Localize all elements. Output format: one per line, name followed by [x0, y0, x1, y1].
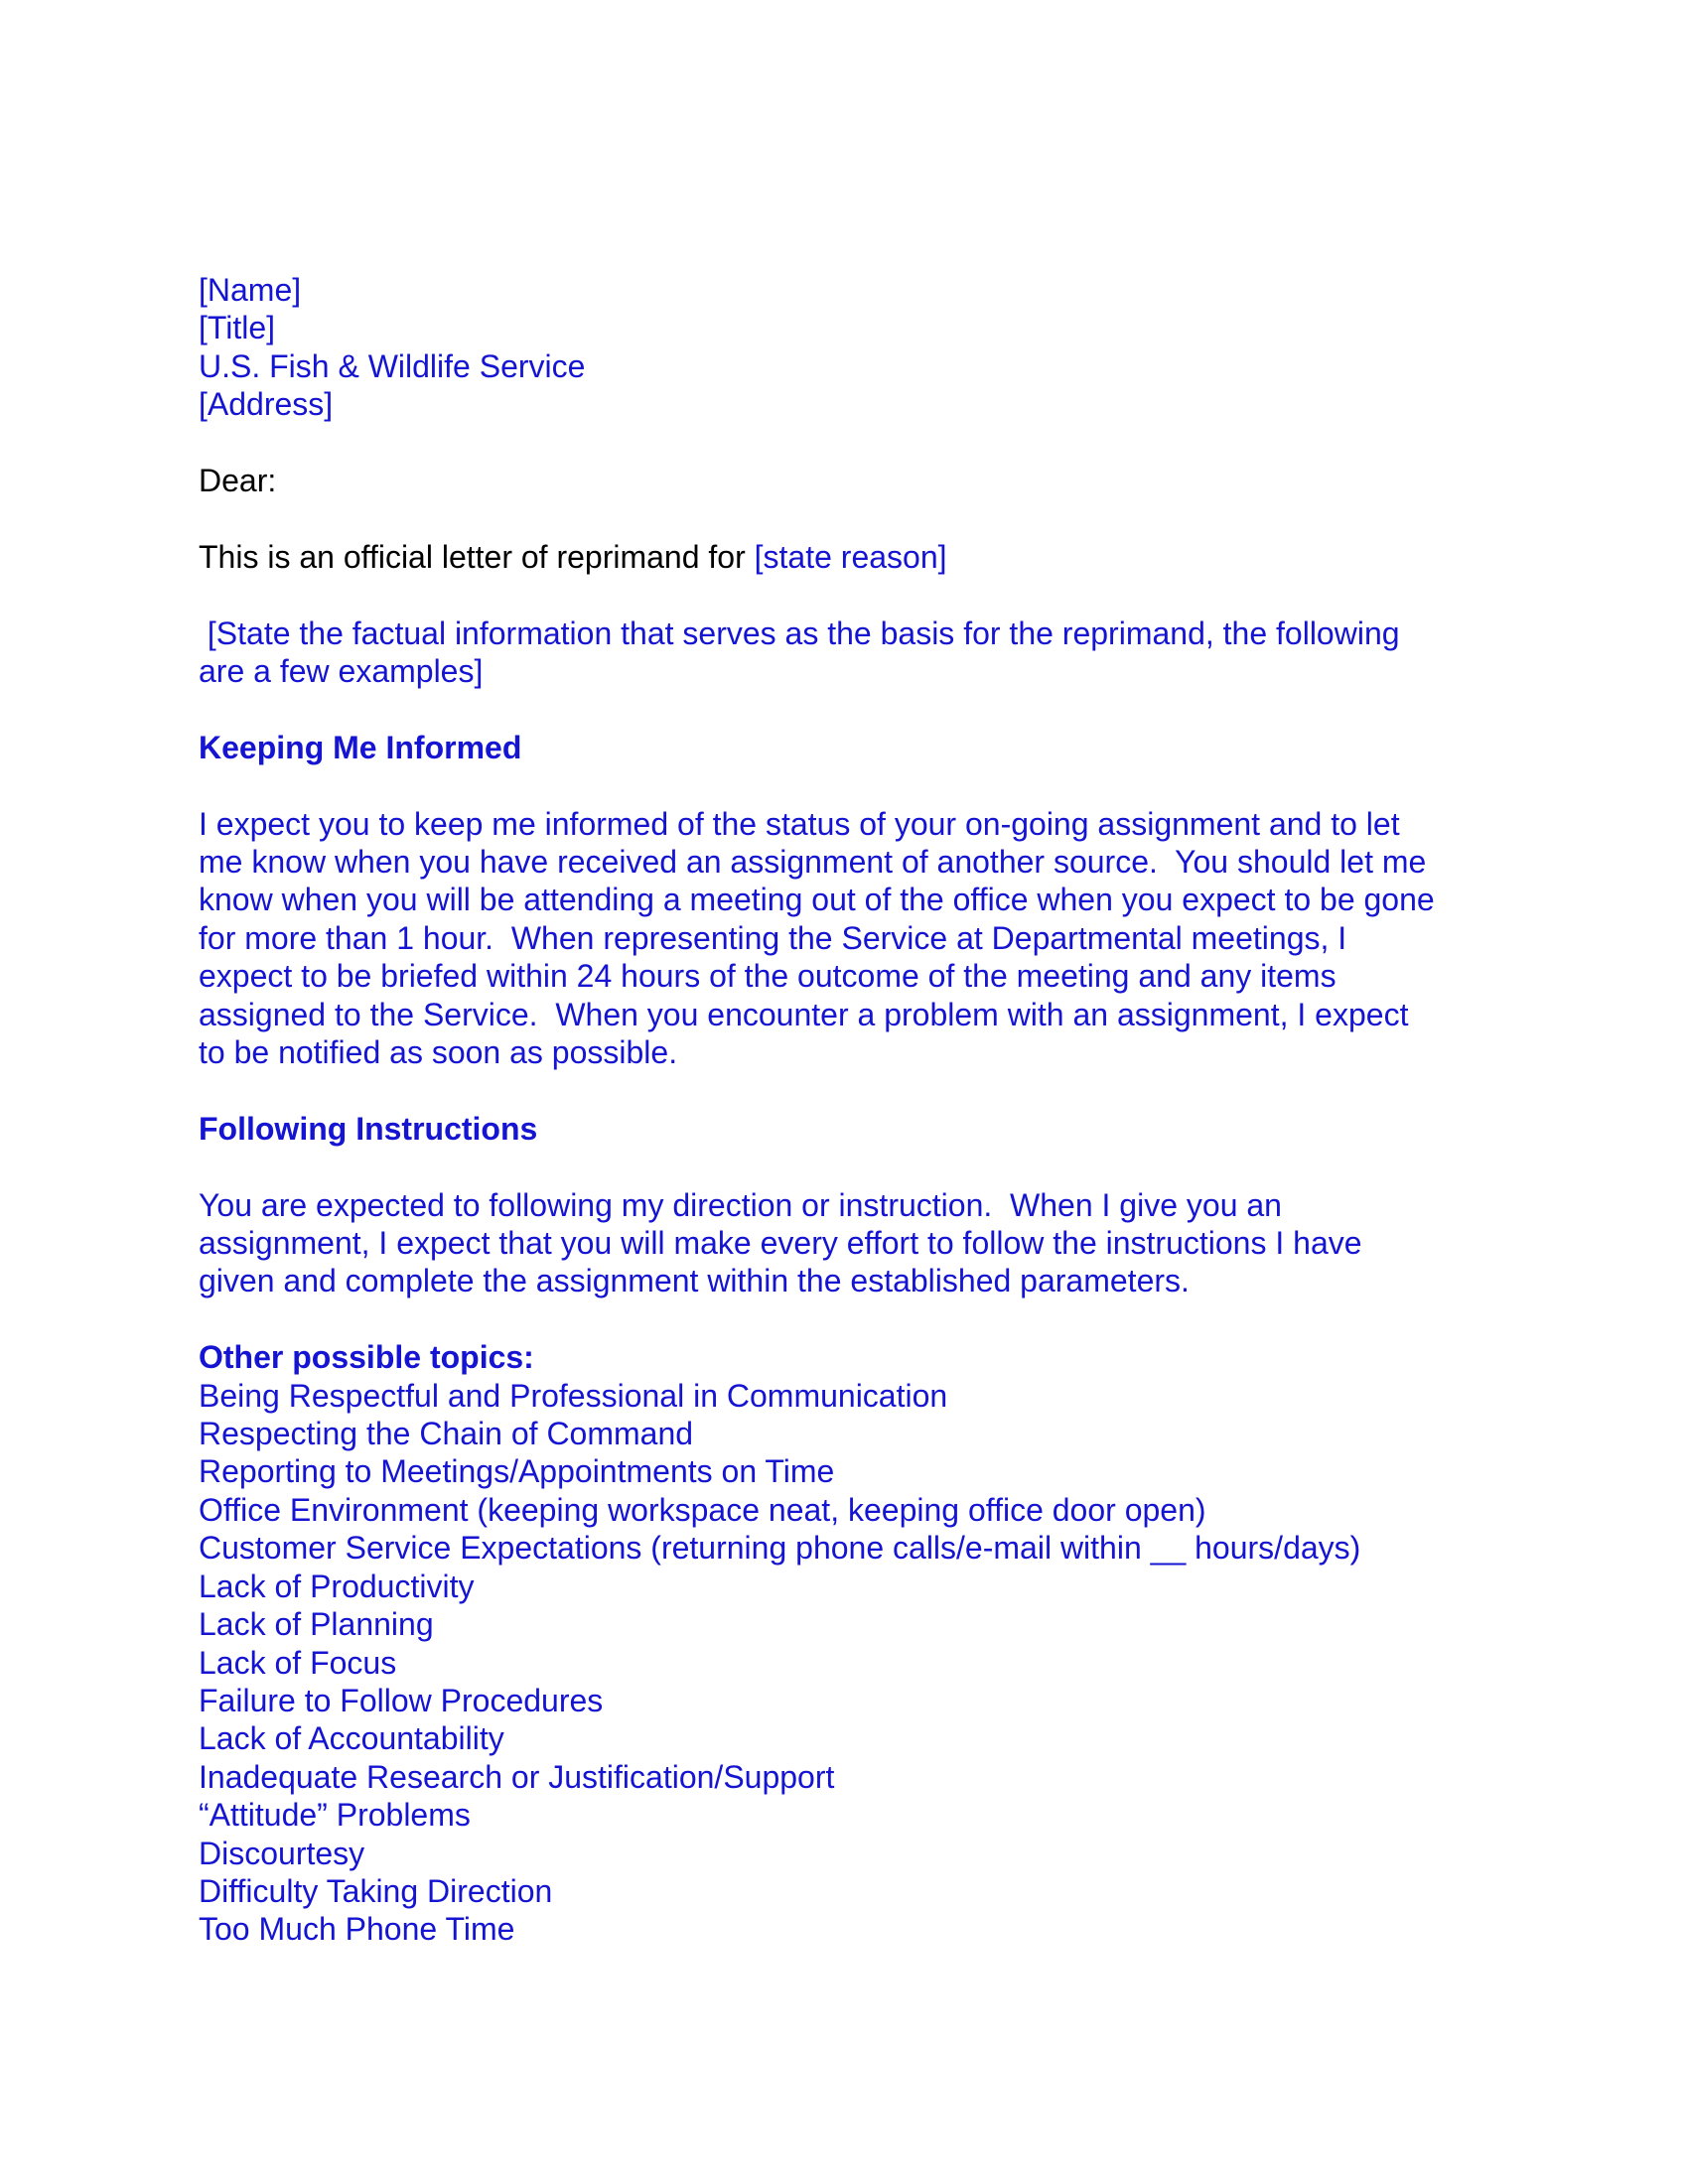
- topic-item: Too Much Phone Time: [199, 1911, 515, 1948]
- topic-item: Discourtesy: [199, 1835, 365, 1871]
- body-line: me know when you have received an assignment of another source. You should let me: [199, 844, 1427, 881]
- factual-instruction-line: are a few examples]: [199, 653, 484, 690]
- body-line: to be notified as soon as possible.: [199, 1034, 678, 1071]
- recipient-block: [199, 271, 1489, 424]
- factual-instruction-line: [State the factual information that serves as the basis for the reprimand, the following: [199, 614, 1400, 651]
- topic-item: Customer Service Expectations (returning phone calls/e-mail within __ hours/days): [199, 1530, 1361, 1567]
- topic-item: Failure to Follow Procedures: [199, 1682, 604, 1718]
- reason-placeholder: [state reason]: [754, 538, 947, 575]
- section-body-following-instructions: [199, 1186, 1489, 1300]
- spacer: [199, 499, 1489, 537]
- spacer: [199, 576, 1489, 614]
- topic-item: Being Respectful and Professional in Communication: [199, 1377, 948, 1414]
- section-body-keeping-informed: [199, 805, 1489, 1072]
- topic-item: Difficulty Taking Direction: [199, 1872, 553, 1909]
- topic-item: Lack of Accountability: [199, 1720, 504, 1757]
- body-line: assignment, I expect that you will make every effort to follow the instructions I have: [199, 1225, 1362, 1262]
- body-line: You are expected to following my direction or instruction. When I give you an: [199, 1186, 1282, 1223]
- body-line: given and complete the assignment within the established parameters.: [199, 1263, 1190, 1299]
- spacer: [199, 1148, 1489, 1185]
- spacer: [199, 1071, 1489, 1109]
- recipient-title: [Title]: [199, 310, 276, 346]
- topic-item: Office Environment (keeping workspace neat, keeping office door open): [199, 1491, 1206, 1528]
- opening-text: This is an official letter of reprimand for: [199, 538, 755, 575]
- recipient-organization: U.S. Fish & Wildlife Service: [199, 347, 586, 384]
- body-line: assigned to the Service. When you encounter a problem with an assignment, I expect: [199, 996, 1409, 1032]
- letter-body: [199, 271, 1489, 1949]
- topic-item: Reporting to Meetings/Appointments on Time: [199, 1453, 835, 1490]
- body-line: I expect you to keep me informed of the status of your on-going assignment and to let: [199, 805, 1400, 842]
- recipient-address: [Address]: [199, 386, 334, 423]
- recipient-name: [Name]: [199, 272, 302, 308]
- topic-item: Lack of Planning: [199, 1606, 434, 1643]
- body-line: for more than 1 hour. When representing the Service at Departmental meetings, I: [199, 919, 1347, 956]
- salutation: Dear:: [199, 463, 277, 499]
- topic-item: Respecting the Chain of Command: [199, 1416, 694, 1452]
- other-topics-list: [199, 1377, 1489, 1949]
- spacer: [199, 1300, 1489, 1338]
- section-heading-keeping-informed: Keeping Me Informed: [199, 729, 522, 765]
- other-topics-heading: Other possible topics:: [199, 1339, 534, 1376]
- body-line: know when you will be attending a meeting out of the office when you expect to be gone: [199, 882, 1435, 918]
- opening-sentence: [199, 538, 1489, 576]
- topic-item: Inadequate Research or Justification/Support: [199, 1758, 835, 1795]
- topic-item: Lack of Productivity: [199, 1568, 475, 1604]
- body-line: expect to be briefed within 24 hours of the outcome of the meeting and any items: [199, 958, 1336, 995]
- factual-instruction: [199, 614, 1489, 691]
- topic-item: Lack of Focus: [199, 1644, 397, 1681]
- section-heading-following-instructions: Following Instructions: [199, 1110, 538, 1147]
- spacer: [199, 766, 1489, 804]
- spacer: [199, 690, 1489, 728]
- topic-item: “Attitude” Problems: [199, 1797, 471, 1834]
- spacer: [199, 424, 1489, 462]
